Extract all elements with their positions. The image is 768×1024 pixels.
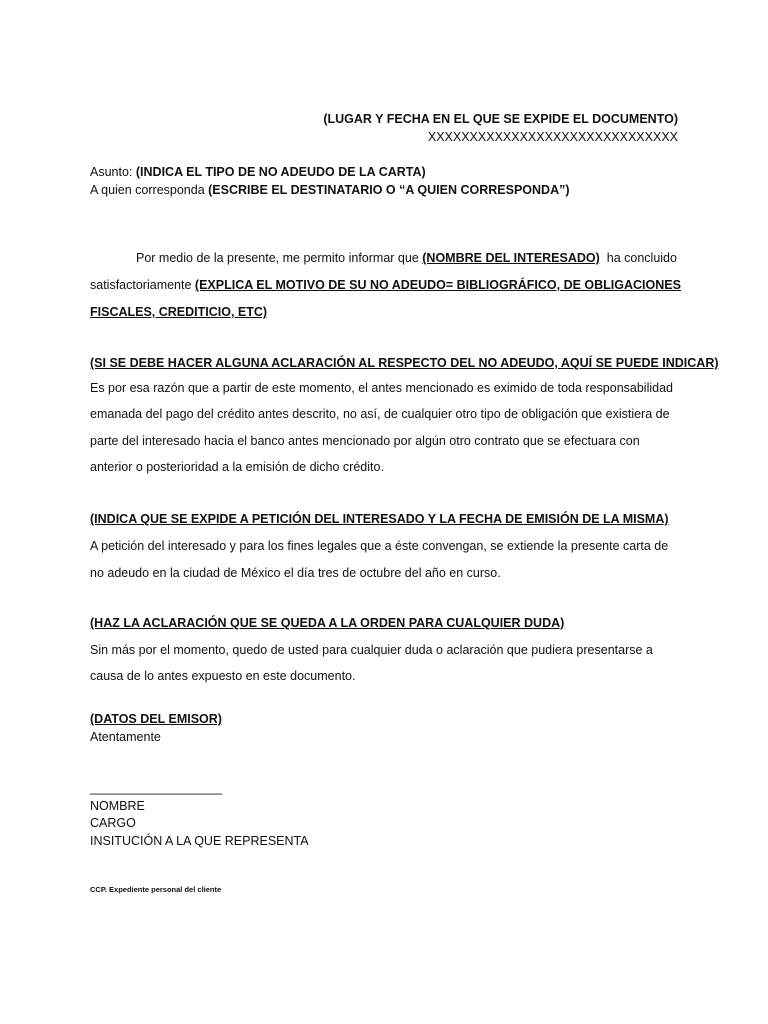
regards-text: Atentamente — [90, 730, 161, 744]
subject-value: (INDICA EL TIPO DE NO ADEUDO DE LA CARTA) — [135, 165, 426, 179]
paragraph1-line2 — [90, 277, 681, 293]
paragraph1-after-name: ha concluido — [599, 251, 677, 265]
section2-line: anterior o posterioridad a la emisión de dicho crédito. — [90, 460, 384, 474]
interested-name-placeholder: (NOMBRE DEL INTERESADO) — [422, 251, 600, 265]
section3-line: no adeudo en la ciudad de México el día tres de octubre del año en curso. — [90, 566, 501, 580]
signer-name: NOMBRE — [90, 799, 145, 813]
section3-line: A petición del interesado y para los fines legales que a éste convengan, se extiende la presente carta de — [90, 539, 669, 553]
recipient-value: (ESCRIBE EL DESTINATARIO O “A QUIEN CORRESPONDA”) — [208, 183, 570, 197]
section4-line: Sin más por el momento, quedo de usted para cualquier duda o aclaración que pudiera presentarse a — [90, 643, 653, 657]
reason-placeholder-part1: (EXPLICA EL MOTIVO DE SU NO ADEUDO= BIBLIOGRÁFICO, DE OBLIGACIONES — [194, 278, 681, 292]
recipient-label: A quien corresponda — [90, 183, 209, 197]
place-date-value: XXXXXXXXXXXXXXXXXXXXXXXXXXXXXX — [427, 130, 678, 144]
reason-placeholder-part2: FISCALES, CREDITICIO, ETC) — [90, 305, 268, 319]
signer-position: CARGO — [90, 816, 136, 830]
paragraph1-line1 — [136, 250, 677, 266]
paragraph1-intro: Por medio de la presente, me permito informar que — [136, 251, 423, 265]
signature-line: ___________________ — [90, 781, 223, 795]
subject-label: Asunto: — [90, 165, 136, 179]
section2-line: emanada del pago del crédito antes descrito, no así, de cualquier otro tipo de obligación que existiera de — [90, 407, 670, 421]
place-date-placeholder: (LUGAR Y FECHA EN EL QUE SE EXPIDE EL DOCUMENTO) — [323, 112, 678, 126]
recipient-line — [90, 182, 570, 198]
section2-line: Es por esa razón que a partir de este momento, el antes mencionado es eximido de toda responsabilidad — [90, 381, 673, 395]
section4-line: causa de lo antes expuesto en este documento. — [90, 669, 356, 683]
ccp-note: CCP. Expediente personal del cliente — [90, 885, 222, 894]
section2-heading: (SI SE DEBE HACER ALGUNA ACLARACIÓN AL RESPECTO DEL NO ADEUDO, AQUÍ SE PUEDE INDICAR) — [90, 356, 719, 370]
signer-institution: INSITUCIÓN A LA QUE REPRESENTA — [90, 834, 309, 848]
paragraph1-satisfactorily: satisfactoriamente — [90, 278, 195, 292]
section4-heading: (HAZ LA ACLARACIÓN QUE SE QUEDA A LA ORDEN PARA CUALQUIER DUDA) — [90, 616, 565, 630]
section2-line: parte del interesado hacia el banco antes mencionado por algún otro contrato que se efectuara con — [90, 434, 640, 448]
section3-heading: (INDICA QUE SE EXPIDE A PETICIÓN DEL INTERESADO Y LA FECHA DE EMISIÓN DE LA MISMA) — [90, 512, 669, 526]
issuer-data-placeholder: (DATOS DEL EMISOR) — [90, 712, 222, 726]
subject-line — [90, 164, 426, 180]
